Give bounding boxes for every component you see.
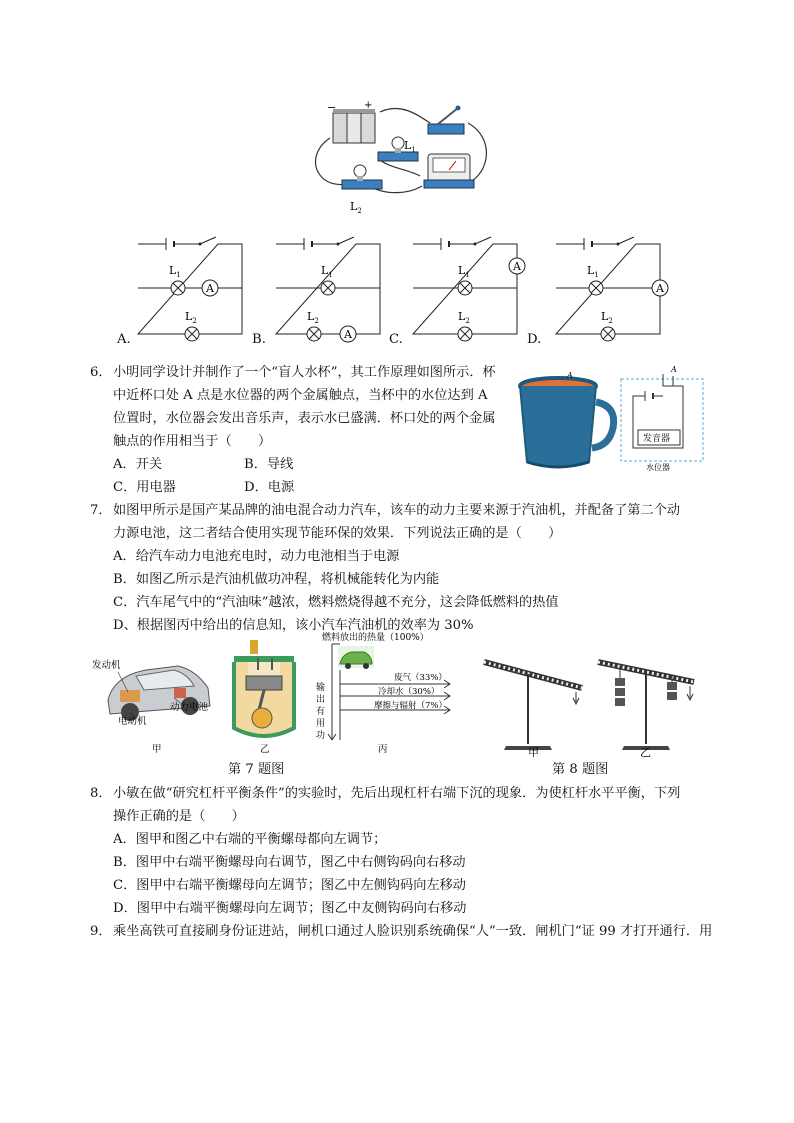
q7-number: 7． (90, 503, 112, 518)
q6-line-1: 小明同学设计并制作了一个“盲人水杯”，其工作原理如图所示．杯 (113, 365, 496, 380)
svg-text:A: A (206, 282, 214, 295)
q7-car-figure (90, 642, 220, 754)
q6-line-4: 触点的作用相当于（ ） (113, 434, 272, 449)
svg-text:L1: $L_1$ (587, 264, 599, 279)
q6-line-2: 中近杯口处 A 点是水位器的两个金属触点，当杯中的水位达到 A (113, 388, 488, 403)
svg-text:动力电池: 动力电池 (170, 702, 209, 713)
ammeter-a-icon (202, 280, 218, 296)
q8-figure-caption: 第 8 题图 (552, 762, 609, 777)
circuit-option-c (405, 236, 529, 340)
svg-text:发动机: 发动机 (92, 660, 121, 671)
svg-text:L1: $L_1$ (458, 264, 470, 279)
q8-option-a: A．图甲和图乙中右端的平衡螺母都向左调节； (113, 832, 387, 847)
svg-text:冷却水（30%）: 冷却水（30%） (378, 687, 440, 697)
svg-text:乙: 乙 (640, 746, 651, 759)
q8-option-b: B．图甲中右端平衡螺母向右调节，图乙中右侧钩码向右移动 (113, 855, 466, 870)
lever-icon (598, 662, 694, 750)
lamp-l2-icon (185, 327, 199, 341)
knife-switch-icon (428, 106, 464, 135)
q8-number: 8． (90, 786, 112, 801)
svg-text:水位器: 水位器 (646, 463, 670, 472)
svg-text:甲: 甲 (152, 744, 162, 755)
q8-line-2: 操作正确的是（ ） (113, 809, 245, 824)
q7-figure-caption: 第 7 题图 (228, 762, 285, 777)
svg-text:L1: $L_1$ (404, 139, 416, 154)
circuit-option-d (548, 236, 672, 340)
svg-text:甲: 甲 (528, 746, 539, 759)
option-letter-c: C. (389, 332, 403, 347)
svg-text:发音器: 发音器 (643, 434, 671, 444)
q6-option-b: B．导线 (244, 457, 294, 472)
svg-text:−: − (327, 101, 337, 114)
ammeter-icon (424, 154, 474, 188)
q9-number: 9． (90, 924, 112, 939)
svg-text:电动机: 电动机 (118, 716, 147, 727)
svg-text:L2: $L_2$ (601, 310, 613, 325)
q7-energy-flow-figure (310, 630, 470, 754)
svg-text:废气（33%）: 废气（33%） (394, 673, 447, 683)
q5-photo-circuit (300, 98, 500, 218)
q7-option-a: A．给汽车动力电池充电时，动力电池相当于电源 (113, 549, 400, 564)
lamp-l1-icon (171, 281, 185, 295)
svg-text:有: 有 (316, 707, 326, 717)
svg-text:+: + (364, 100, 373, 111)
svg-text:A: A (671, 365, 677, 374)
q6-option-a: A．开关 (113, 457, 163, 472)
svg-text:L2: $L_2$ (458, 310, 470, 325)
option-letter-a: A. (117, 332, 131, 347)
q7-line-2: 力源电池，这二者结合使用实现节能环保的效果．下列说法正确的是（ ） (113, 526, 562, 541)
svg-text:丙: 丙 (378, 744, 388, 755)
ammeter-a-icon (652, 280, 668, 296)
q6-cup-figure (513, 366, 709, 474)
svg-text:摩擦与辐射（7%）: 摩擦与辐射（7%） (374, 701, 447, 711)
svg-text:A: A (656, 282, 664, 295)
svg-text:用: 用 (316, 719, 326, 729)
q6-line-3: 位置时，水位器会发出音乐声，表示水已盛满．杯口处的两个金属 (113, 411, 496, 426)
svg-text:燃料放出的热量（100%）: 燃料放出的热量（100%） (322, 633, 429, 643)
lamp-l1-icon (321, 281, 335, 295)
mug-icon (520, 378, 614, 467)
q8-lever-figure-yi (590, 652, 700, 758)
svg-text:L2: $L_2$ (307, 310, 319, 325)
svg-text:输: 输 (316, 683, 326, 693)
svg-text:L1: $L_1$ (169, 264, 181, 279)
q7-option-b: B．如图乙所示是汽油机做功冲程，将机械能转化为内能 (113, 572, 440, 587)
lamp-l1-icon (589, 281, 603, 295)
q6-option-d: D．电源 (244, 480, 295, 495)
svg-text:A: A (513, 260, 521, 273)
battery-icon (333, 109, 375, 143)
q7-option-d: D、根据图丙中给出的信息知，该小汽车汽油机的效率为 30% (113, 618, 474, 633)
lamp-l2-icon (601, 327, 615, 341)
svg-text:L2: $L_2$ (350, 200, 362, 215)
q8-option-d: D．图甲中右端平衡螺母向左调节；图乙中友侧钩码向右移动 (113, 901, 467, 916)
ammeter-a-icon (340, 326, 356, 342)
lever-icon (484, 662, 582, 750)
svg-text:乙: 乙 (260, 744, 270, 755)
bulb-l2-icon (342, 165, 382, 189)
q8-lever-figure-jia (480, 652, 590, 758)
q6-option-c: C．用电器 (113, 480, 176, 495)
q7-option-c: C．汽车尾气中的“汽油味”越浓，燃料燃烧得越不充分，这会降低燃料的热值 (113, 595, 559, 610)
svg-text:L2: $L_2$ (185, 310, 197, 325)
q7-line-1: 如图甲所示是国产某品牌的油电混合动力汽车，该车的动力主要来源于汽油机，并配备了第二个动 (113, 503, 681, 518)
lamp-l1-icon (458, 281, 472, 295)
svg-text:功: 功 (316, 731, 326, 741)
q8-line-1: 小敏在做“研究杠杆平衡条件”的实验时，先后出现杠杆右端下沉的现象．为使杠杆水平平衡，下列 (113, 786, 681, 801)
q6-number: 6． (90, 365, 112, 380)
q7-engine-figure (228, 638, 300, 754)
circuit-option-b (268, 236, 388, 340)
engine-cylinder-icon (234, 640, 294, 736)
svg-text:A: A (567, 371, 573, 380)
q9-line-1: 乘坐高铁可直接刷身份证进站，闸机口通过人脸识别系统确保“人”一致．闸机门“证 99 才打开通行．用 (113, 924, 713, 939)
q8-option-c: C．图甲中右端平衡螺母向左调节；图乙中左侧钩码向左移动 (113, 878, 466, 893)
ammeter-a-icon (509, 258, 525, 274)
small-car-icon (338, 646, 374, 669)
svg-text:A: A (344, 328, 352, 341)
svg-text:出: 出 (316, 695, 326, 705)
lamp-l2-icon (307, 327, 321, 341)
option-letter-b: B. (252, 332, 266, 347)
option-letter-d: D. (527, 332, 542, 347)
svg-text:L1: $L_1$ (321, 264, 333, 279)
circuit-option-a (130, 236, 250, 340)
lamp-l2-icon (458, 327, 472, 341)
